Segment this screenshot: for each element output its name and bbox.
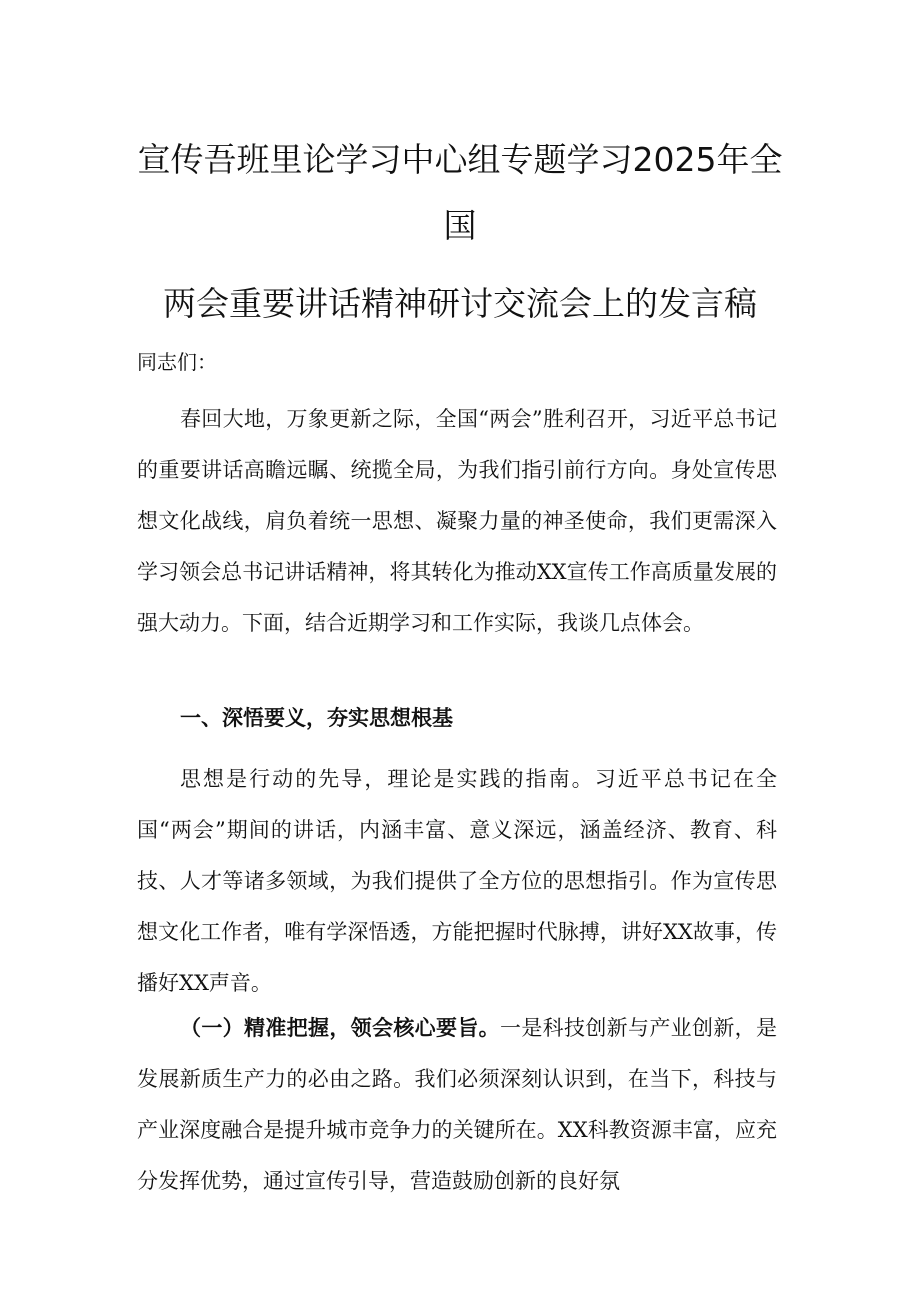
document-title-line-3: 两会重要讲话精神研讨交流会上的发言稿	[163, 284, 757, 323]
subsection-heading-1: （一）精准把握，领会核心要旨。	[180, 1015, 500, 1040]
document-title-line-2: 国	[443, 206, 477, 245]
paragraph-subsection-1	[137, 1002, 777, 1222]
section-heading-1: 一、深悟要义，夯实思想根基	[180, 705, 453, 730]
subsection-1-text: 一是科技创新与产业创新，是发展新质生产力的必由之路。我们必须深刻认识到，在当下，科技与产业深度融合是提升城市竞争力的关键所在。XX科教资源丰富，应充分发挥优势，通过宣传引导，营造鼓励创新的良好氛	[137, 1016, 777, 1193]
paragraph-intro: 春回大地，万象更新之际，全国“两会”胜利召开，习近平总书记的重要讲话高瞻远瞩、统揽全局，为我们指引前行方向。身处宣传思想文化战线，肩负着统一思想、凝聚力量的神圣使命，我们更需深入学习领会总书记讲话精神，将其转化为推动XX宣传工作高质量发展的强大动力。下面，结合近期学习和工作实际，我谈几点体会。	[137, 407, 777, 635]
document-title-line-1: 宣传吾班里论学习中心组专题学习2025年全	[137, 140, 783, 179]
salutation: 同志们：	[137, 350, 217, 374]
paragraph-section-1: 思想是行动的先导，理论是实践的指南。习近平总书记在全国“两会”期间的讲话，内涵丰富、意义深远，涵盖经济、教育、科技、人才等诸多领域，为我们提供了全方位的思想指引。作为宣传思想文化工作者，唯有学深悟透，方能把握时代脉搏，讲好XX故事，传播好XX声音。	[137, 767, 777, 995]
